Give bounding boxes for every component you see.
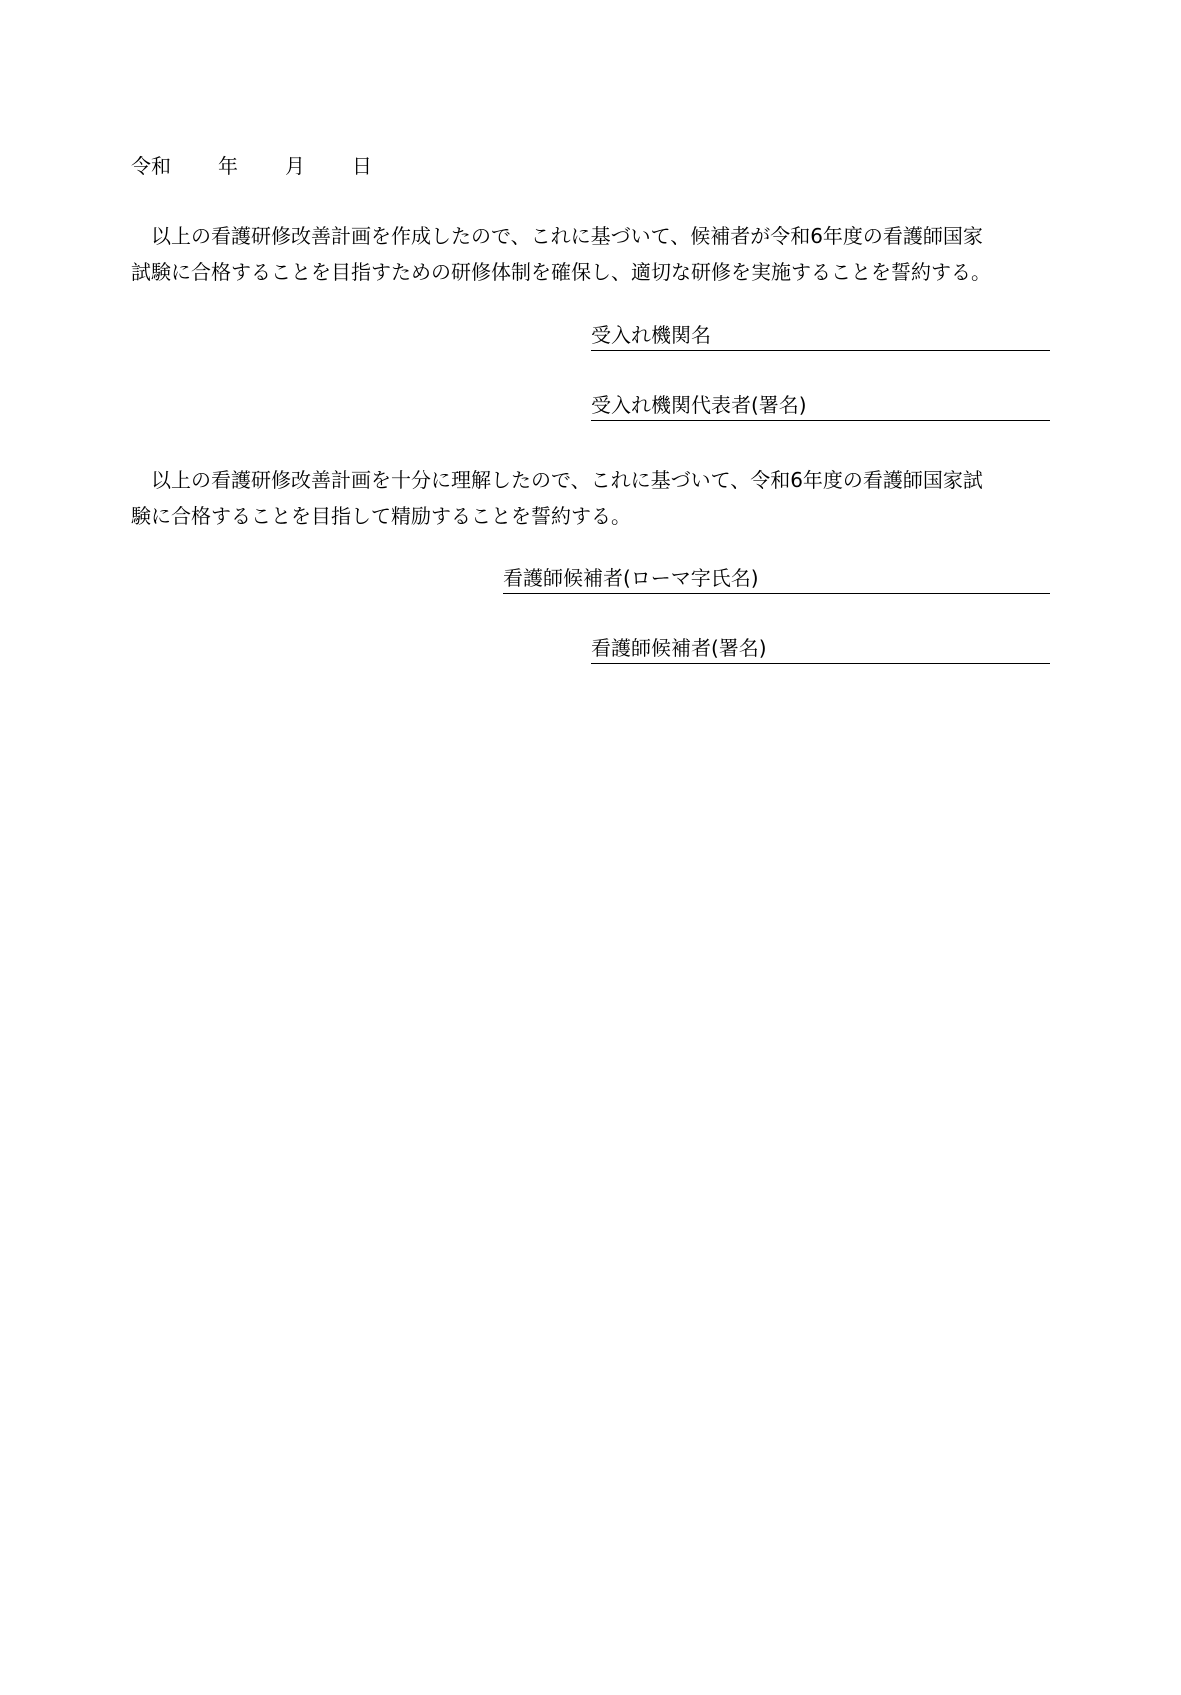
date-year: 年: [218, 154, 238, 178]
date-era: 令和: [131, 154, 171, 178]
candidate-signature-label: 看護師候補者(署名): [591, 636, 767, 660]
date-month: 月: [285, 154, 305, 178]
candidate-romaji-name-label: 看護師候補者(ローマ字氏名): [503, 566, 759, 590]
institution-pledge-line-2: 試験に合格することを目指すための研修体制を確保し、適切な研修を実施することを誓約する。: [131, 260, 991, 284]
institution-name-signature-line[interactable]: [591, 322, 1050, 351]
institution-pledge-line-1: 以上の看護研修改善計画を作成したので、これに基づいて、候補者が令和6年度の看護師国家: [151, 224, 983, 248]
date-day: 日: [352, 154, 372, 178]
institution-representative-label: 受入れ機関代表者(署名): [591, 393, 807, 417]
institution-name-label: 受入れ機関名: [591, 323, 711, 347]
institution-representative-signature-line[interactable]: [591, 392, 1050, 421]
candidate-romaji-name-signature-line[interactable]: [503, 565, 1050, 594]
candidate-signature-line[interactable]: [591, 635, 1050, 664]
candidate-pledge-line-2: 験に合格することを目指して精励することを誓約する。: [131, 504, 631, 528]
candidate-pledge-line-1: 以上の看護研修改善計画を十分に理解したので、これに基づいて、令和6年度の看護師国家試: [151, 468, 983, 492]
